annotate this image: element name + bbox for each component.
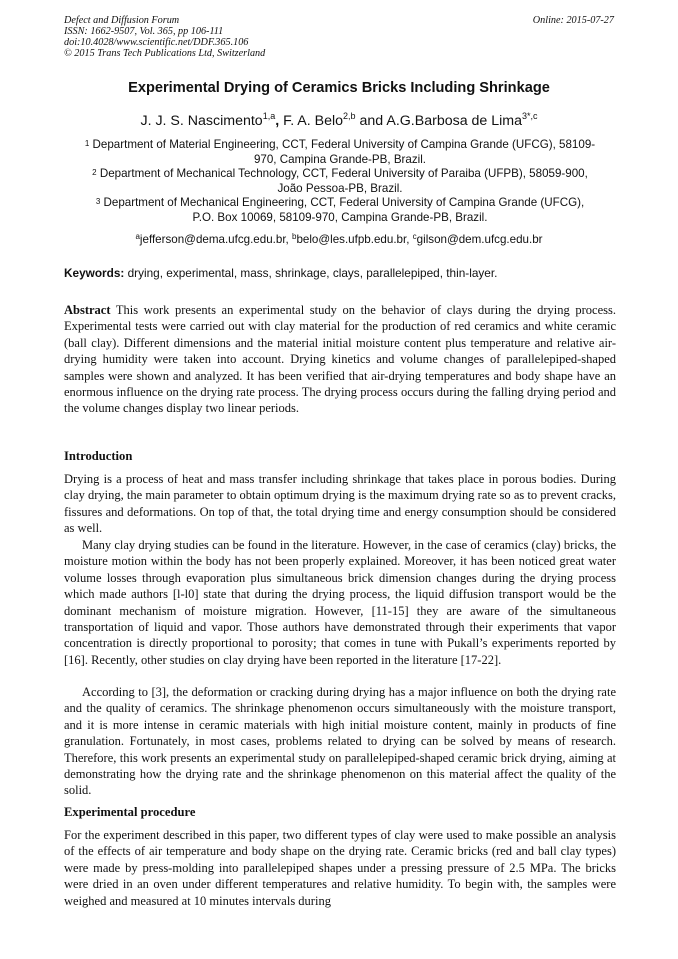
author-affil-sup: 3*,c (522, 111, 538, 121)
journal-header (64, 15, 265, 59)
abstract-paragraph (64, 302, 616, 417)
keywords-text: drying, experimental, mass, shrinkage, clays, parallelepiped, thin-layer. (127, 266, 498, 280)
author-affil-sup: 1,a (262, 111, 276, 121)
affiliation-2 (64, 166, 616, 196)
affil-number: 2 (92, 168, 97, 177)
author-list (40, 113, 638, 129)
affiliation-3 (64, 195, 616, 225)
abstract-text: This work presents an experimental study on the behavior of clays during the drying process. Experimental tests were carried out with clay material for the production of red ceramics and white ceramic (ball clay). Different dimensions and the material initial moisture content plus temperature and relative air-drying humidity were taken into account. Drying kinetics and volume changes of parallelepiped-shaped samples were shown and analyzed. It has been verified that air-drying temperatures and body shape have an enormous influence on the drying rate process. The drying process occurs during the falling drying period and the volume changes display two linear periods. (64, 303, 616, 416)
affil-number: 3 (95, 197, 101, 206)
affil-line: Department of Mechanical Engineering, CCT, Federal University of Campina Grande (UFCG), (103, 196, 585, 209)
author-name: J. J. S. Nascimento (140, 113, 263, 129)
email-list (40, 233, 638, 246)
experimental-paragraph-1: For the experiment described in this paper, two different types of clay were used to make possible an analysis of the effects of air temperature and body shape on the drying rate. Ceramic bricks (red and ball clay types) were made by press-molding into parallelepiped shapes under a pressing pressure of 2.5 MPa. The bricks were dried in an oven under different temperatures and relative humidity. To begin with, the samples were weighed and measured at 10 minutes intervals during (64, 828, 616, 908)
email-sup: a (135, 232, 140, 241)
affil-line: P.O. Box 10069, 58109-970, Campina Grande-PB, Brazil. (192, 211, 488, 224)
author-affil-sup: 2,b (343, 111, 356, 121)
affiliation-1 (64, 137, 616, 167)
section-heading-introduction: Introduction (64, 449, 133, 463)
issn-line: ISSN: 1662-9507, Vol. 365, pp 106-111 (64, 26, 224, 37)
affil-line: Department of Mechanical Technology, CCT, Federal University of Paraiba (UFPB), 58059-900, (99, 167, 588, 180)
copyright-line: © 2015 Trans Tech Publications Ltd, Switzerland (64, 48, 266, 59)
online-date: Online: 2015-07-27 (532, 15, 614, 26)
email-address[interactable]: belo@les.ufpb.edu.br, (296, 233, 410, 246)
author-name: A.G.Barbosa de Lima (386, 113, 522, 129)
author-name: F. A. Belo (283, 113, 344, 129)
abstract-label: Abstract (64, 303, 111, 317)
affil-line: Department of Material Engineering, CCT, Federal University of Campina Grande (UFCG), 58109- (92, 138, 596, 151)
intro-paragraph-3: According to [3], the deformation or cracking during drying has a major influence on both the drying rate and the quality of ceramics. The shrinkage phenomenon occurs simultaneously with the moisture transport, and it is more intense in ceramic materials with high initial moisture content, mainly in products of fine granulation. Fortunately, in most cases, problems related to drying can be solved by means of research. Therefore, this work presents an experimental study on parallelepiped-shaped ceramic brick drying, aiming at demonstrating how the drying rate and the shrinkage phenomenon on this material affect the quality of the solid. (64, 685, 616, 798)
email-address[interactable]: jefferson@dema.ufcg.edu.br, (139, 233, 289, 246)
paper-title: Experimental Drying of Ceramics Bricks Including Shrinkage (128, 80, 550, 96)
author-separator: , (275, 113, 280, 129)
journal-name: Defect and Diffusion Forum (64, 15, 180, 26)
affil-line: 970, Campina Grande-PB, Brazil. (253, 153, 427, 166)
email-sup: c (412, 232, 417, 241)
author-separator: and (359, 113, 384, 129)
intro-paragraph-2: Many clay drying studies can be found in the literature. However, in the case of ceramics (clay) bricks, the moisture motion within the body has not been properly explained. Moreover, it has been noticed great water volume losses through evaporation plus simultaneous brick dimension changes during the drying process which made authors [l-l0] state that during the drying process, the liquid diffusion transport would be the dominant mechanism of moisture migration. However, [11-15] they are aware of the simultaneous transportation of liquid and vapor. Those authors have demonstrated through their experiments that vapor concentration is directly proportional to porosity; that comes in tune with Pukall’s experiments reported by [16]. Recently, other studies on clay drying have been reported in the literature [17-22]. (64, 538, 616, 667)
keywords-label: Keywords: (64, 266, 125, 280)
intro-paragraph-1: Drying is a process of heat and mass transfer including shrinkage that takes place in porous bodies. During clay drying, the main parameter to obtain optimum drying is the maximum drying rate so as to prevent cracks, fissures and deformations. On top of that, the total drying time and energy consumption should be considered as well. (64, 472, 616, 536)
section-heading-experimental: Experimental procedure (64, 805, 196, 819)
doi-line: doi:10.4028/www.scientific.net/DDF.365.106 (64, 37, 249, 48)
keywords-line (64, 266, 616, 280)
email-sup: b (292, 232, 297, 241)
affil-number: 1 (84, 139, 90, 148)
affil-line: João Pessoa-PB, Brazil. (277, 182, 403, 195)
email-address[interactable]: gilson@dem.ufcg.edu.br (416, 233, 543, 246)
